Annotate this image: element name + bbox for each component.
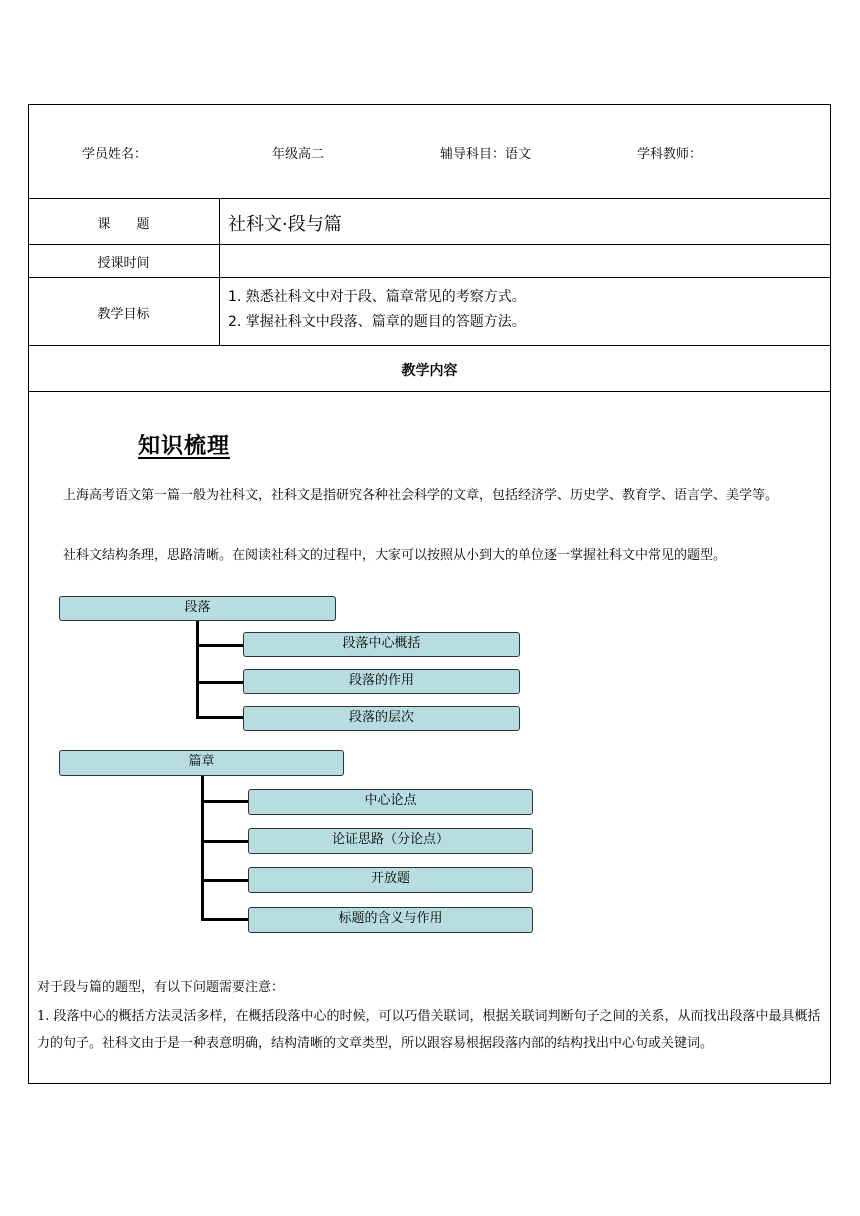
structure-paragraph: 社科文结构条理，思路清晰。在阅读社科文的过程中，大家可以按照从小到大的单位逐一掌握社科文中常见的题型。 [63,548,727,563]
subject-label: 辅导科目：语文 [440,147,532,162]
intro-paragraph: 上海高考语文第一篇一般为社科文，社科文是指研究各种社会科学的文章，包括经济学、历史学、教育学、语言学、美学等。 [63,488,779,503]
student-name-label: 学员姓名： [82,147,148,162]
content-heading: 教学内容 [401,363,458,379]
article-item-node: 论证思路（分论点） [248,828,533,854]
goal-label: 教学目标 [97,307,150,322]
table-divider [28,345,831,346]
table-divider [28,244,831,245]
article-item-node: 标题的含义与作用 [248,907,533,933]
table-column-divider [219,198,220,345]
table-divider [28,198,831,199]
notes-intro: 对于段与篇的题型，有以下问题需要注意： [37,980,285,995]
topic-label: 课 题 [97,217,150,232]
lesson-table [28,104,831,1084]
article-item-node: 中心论点 [248,789,533,815]
tree-connector [201,800,250,803]
table-divider [28,391,831,392]
tree-connector [201,879,250,882]
paragraph-item-node: 段落中心概括 [243,632,520,657]
tree-connector [196,644,245,647]
tree-connector [196,620,199,719]
knowledge-heading: 知识梳理 [138,433,231,459]
paragraph-root-node: 段落 [59,596,336,621]
article-item-node: 开放题 [248,867,533,893]
grade-label: 年级高二 [272,147,325,162]
teacher-label: 学科教师： [637,147,703,162]
tree-connector [201,775,204,921]
topic-value: 社科文·段与篇 [228,214,342,235]
time-label: 授课时间 [97,256,150,271]
paragraph-item-node: 段落的层次 [243,706,520,731]
article-root-node: 篇章 [59,750,344,776]
goal-item-1: 1. 熟悉社科文中对于段、篇章常见的考察方式。 [228,289,526,305]
paragraph-item-node: 段落的作用 [243,669,520,694]
tree-connector [201,918,250,921]
tree-connector [201,840,250,843]
goal-item-2: 2. 掌握社科文中段落、篇章的题目的答题方法。 [228,314,526,330]
notes-item-1: 1. 段落中心的概括方法灵活多样，在概括段落中心的时候，可以巧借关联词，根据关联词判断句子之间的关系，从而找出段落中最具概括力的句子。社科文由于是一种表意明确，结构清晰的文章类型，所以跟容易根据段落内部的结构找出中心句或关键词。 [37,1009,821,1051]
tree-connector [196,716,245,719]
table-divider [28,277,831,278]
tree-connector [196,681,245,684]
